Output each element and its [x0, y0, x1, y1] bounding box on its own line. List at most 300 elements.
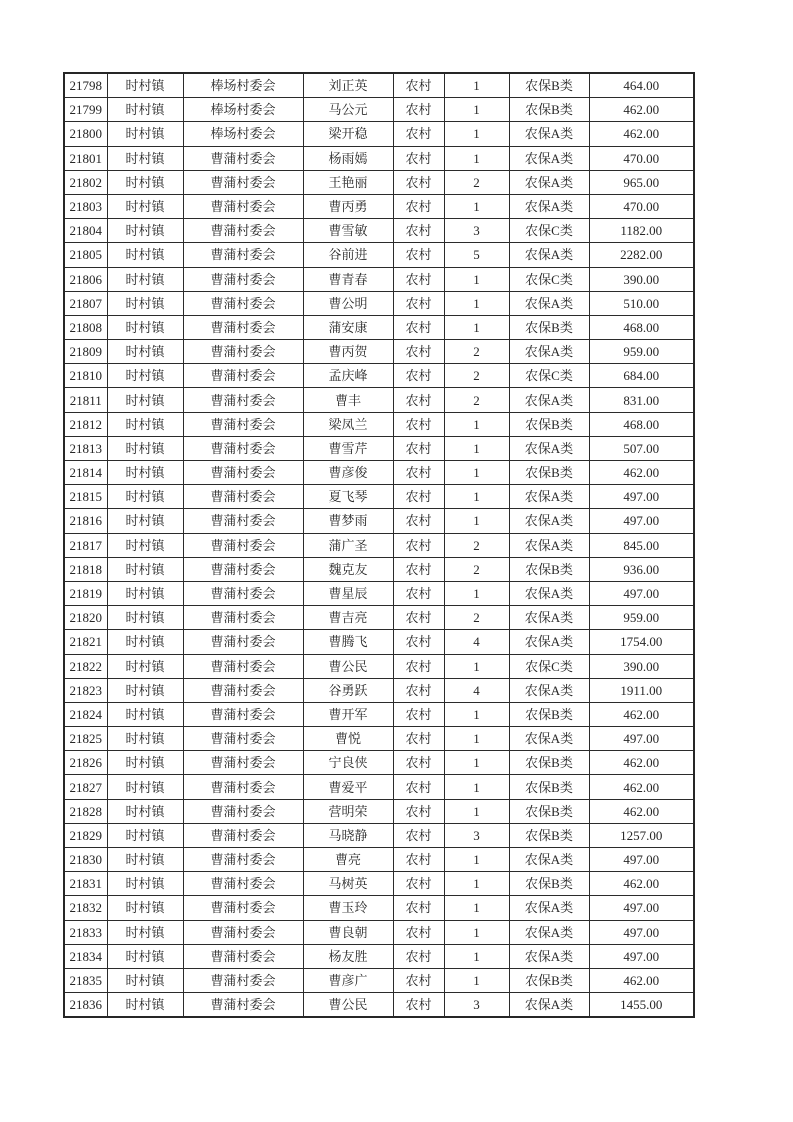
cell-village-committee: 曹蒲村委会: [183, 557, 303, 581]
cell-household-type: 农村: [393, 678, 444, 702]
cell-household-type: 农村: [393, 848, 444, 872]
cell-serial-number: 21805: [64, 243, 107, 267]
cell-household-type: 农村: [393, 799, 444, 823]
cell-person-count: 5: [444, 243, 509, 267]
cell-household-type: 农村: [393, 122, 444, 146]
cell-person-count: 1: [444, 727, 509, 751]
cell-amount: 470.00: [589, 194, 694, 218]
table-row: [64, 436, 694, 460]
cell-person-count: 1: [444, 98, 509, 122]
cell-person-count: 1: [444, 122, 509, 146]
cell-person-name: 曹腾飞: [303, 630, 393, 654]
cell-amount: 497.00: [589, 920, 694, 944]
cell-amount: 965.00: [589, 170, 694, 194]
cell-person-count: 3: [444, 823, 509, 847]
cell-person-name: 夏飞琴: [303, 485, 393, 509]
cell-insurance-category: 农保B类: [509, 702, 589, 726]
cell-village-committee: 曹蒲村委会: [183, 291, 303, 315]
cell-amount: 497.00: [589, 727, 694, 751]
cell-village-committee: 曹蒲村委会: [183, 727, 303, 751]
cell-serial-number: 21800: [64, 122, 107, 146]
cell-household-type: 农村: [393, 968, 444, 992]
table-row: [64, 170, 694, 194]
cell-village-committee: 曹蒲村委会: [183, 340, 303, 364]
cell-town: 时村镇: [107, 848, 183, 872]
cell-person-name: 营明荣: [303, 799, 393, 823]
cell-serial-number: 21810: [64, 364, 107, 388]
cell-person-count: 1: [444, 920, 509, 944]
cell-town: 时村镇: [107, 485, 183, 509]
cell-village-committee: 棒场村委会: [183, 122, 303, 146]
cell-village-committee: 曹蒲村委会: [183, 654, 303, 678]
cell-serial-number: 21811: [64, 388, 107, 412]
cell-insurance-category: 农保A类: [509, 485, 589, 509]
table-row: [64, 412, 694, 436]
table-row: [64, 799, 694, 823]
cell-serial-number: 21799: [64, 98, 107, 122]
cell-household-type: 农村: [393, 436, 444, 460]
cell-village-committee: 曹蒲村委会: [183, 896, 303, 920]
cell-person-name: 曹爱平: [303, 775, 393, 799]
cell-household-type: 农村: [393, 388, 444, 412]
cell-person-name: 曹雪敏: [303, 219, 393, 243]
cell-insurance-category: 农保A类: [509, 170, 589, 194]
cell-household-type: 农村: [393, 533, 444, 557]
cell-town: 时村镇: [107, 509, 183, 533]
table-row: [64, 219, 694, 243]
cell-amount: 959.00: [589, 606, 694, 630]
cell-insurance-category: 农保A类: [509, 993, 589, 1018]
cell-person-count: 2: [444, 606, 509, 630]
cell-town: 时村镇: [107, 340, 183, 364]
cell-person-count: 2: [444, 364, 509, 388]
cell-town: 时村镇: [107, 968, 183, 992]
cell-village-committee: 曹蒲村委会: [183, 315, 303, 339]
cell-town: 时村镇: [107, 412, 183, 436]
cell-person-count: 1: [444, 267, 509, 291]
cell-serial-number: 21813: [64, 436, 107, 460]
insurance-roster-table: [63, 72, 695, 1018]
cell-town: 时村镇: [107, 388, 183, 412]
cell-town: 时村镇: [107, 557, 183, 581]
cell-person-count: 1: [444, 291, 509, 315]
cell-serial-number: 21826: [64, 751, 107, 775]
table-row: [64, 654, 694, 678]
cell-serial-number: 21807: [64, 291, 107, 315]
cell-serial-number: 21808: [64, 315, 107, 339]
cell-person-name: 曹公民: [303, 654, 393, 678]
cell-household-type: 农村: [393, 146, 444, 170]
table-row: [64, 872, 694, 896]
cell-insurance-category: 农保B类: [509, 412, 589, 436]
table-row: [64, 557, 694, 581]
cell-person-name: 王艳丽: [303, 170, 393, 194]
cell-person-name: 梁开稳: [303, 122, 393, 146]
table-row: [64, 291, 694, 315]
cell-serial-number: 21816: [64, 509, 107, 533]
cell-household-type: 农村: [393, 243, 444, 267]
cell-village-committee: 曹蒲村委会: [183, 219, 303, 243]
cell-household-type: 农村: [393, 98, 444, 122]
cell-town: 时村镇: [107, 364, 183, 388]
cell-person-name: 曹丙勇: [303, 194, 393, 218]
cell-serial-number: 21818: [64, 557, 107, 581]
cell-town: 时村镇: [107, 533, 183, 557]
cell-person-name: 杨友胜: [303, 944, 393, 968]
cell-person-name: 蒲安康: [303, 315, 393, 339]
cell-amount: 497.00: [589, 944, 694, 968]
cell-town: 时村镇: [107, 702, 183, 726]
cell-amount: 462.00: [589, 702, 694, 726]
cell-insurance-category: 农保A类: [509, 388, 589, 412]
cell-village-committee: 曹蒲村委会: [183, 364, 303, 388]
cell-household-type: 农村: [393, 751, 444, 775]
cell-serial-number: 21835: [64, 968, 107, 992]
table-row: [64, 509, 694, 533]
cell-village-committee: 曹蒲村委会: [183, 170, 303, 194]
cell-insurance-category: 农保B类: [509, 461, 589, 485]
table-row: [64, 823, 694, 847]
cell-town: 时村镇: [107, 944, 183, 968]
cell-village-committee: 曹蒲村委会: [183, 533, 303, 557]
cell-person-name: 曹雪芹: [303, 436, 393, 460]
cell-household-type: 农村: [393, 702, 444, 726]
cell-serial-number: 21812: [64, 412, 107, 436]
cell-serial-number: 21825: [64, 727, 107, 751]
table-row: [64, 944, 694, 968]
cell-insurance-category: 农保A类: [509, 727, 589, 751]
cell-amount: 462.00: [589, 799, 694, 823]
cell-household-type: 农村: [393, 509, 444, 533]
cell-amount: 462.00: [589, 461, 694, 485]
cell-serial-number: 21803: [64, 194, 107, 218]
cell-serial-number: 21817: [64, 533, 107, 557]
cell-village-committee: 曹蒲村委会: [183, 775, 303, 799]
cell-amount: 470.00: [589, 146, 694, 170]
cell-town: 时村镇: [107, 243, 183, 267]
cell-insurance-category: 农保A类: [509, 533, 589, 557]
cell-amount: 497.00: [589, 509, 694, 533]
cell-town: 时村镇: [107, 219, 183, 243]
cell-person-name: 谷前进: [303, 243, 393, 267]
cell-person-name: 曹亮: [303, 848, 393, 872]
cell-person-count: 1: [444, 751, 509, 775]
table-row: [64, 485, 694, 509]
cell-amount: 1182.00: [589, 219, 694, 243]
cell-amount: 390.00: [589, 654, 694, 678]
cell-amount: 462.00: [589, 122, 694, 146]
cell-person-count: 1: [444, 848, 509, 872]
cell-person-name: 曹星辰: [303, 581, 393, 605]
table-row: [64, 896, 694, 920]
cell-person-count: 1: [444, 944, 509, 968]
cell-town: 时村镇: [107, 436, 183, 460]
cell-village-committee: 曹蒲村委会: [183, 267, 303, 291]
cell-serial-number: 21833: [64, 920, 107, 944]
cell-village-committee: 曹蒲村委会: [183, 388, 303, 412]
cell-serial-number: 21822: [64, 654, 107, 678]
table-row: [64, 194, 694, 218]
cell-amount: 1257.00: [589, 823, 694, 847]
cell-insurance-category: 农保B类: [509, 73, 589, 98]
cell-village-committee: 曹蒲村委会: [183, 461, 303, 485]
table-row: [64, 920, 694, 944]
cell-person-name: 梁凤兰: [303, 412, 393, 436]
cell-person-count: 1: [444, 485, 509, 509]
cell-household-type: 农村: [393, 896, 444, 920]
cell-amount: 510.00: [589, 291, 694, 315]
cell-insurance-category: 农保A类: [509, 920, 589, 944]
cell-serial-number: 21809: [64, 340, 107, 364]
table-row: [64, 243, 694, 267]
cell-household-type: 农村: [393, 170, 444, 194]
cell-village-committee: 曹蒲村委会: [183, 799, 303, 823]
cell-town: 时村镇: [107, 872, 183, 896]
cell-town: 时村镇: [107, 630, 183, 654]
cell-village-committee: 曹蒲村委会: [183, 146, 303, 170]
cell-village-committee: 曹蒲村委会: [183, 606, 303, 630]
cell-village-committee: 曹蒲村委会: [183, 243, 303, 267]
cell-person-name: 曹悦: [303, 727, 393, 751]
cell-village-committee: 曹蒲村委会: [183, 848, 303, 872]
cell-person-name: 杨雨嫣: [303, 146, 393, 170]
cell-village-committee: 曹蒲村委会: [183, 993, 303, 1018]
cell-village-committee: 曹蒲村委会: [183, 702, 303, 726]
cell-amount: 831.00: [589, 388, 694, 412]
cell-town: 时村镇: [107, 993, 183, 1018]
cell-village-committee: 曹蒲村委会: [183, 436, 303, 460]
cell-household-type: 农村: [393, 823, 444, 847]
cell-person-name: 马公元: [303, 98, 393, 122]
cell-person-name: 曹玉玲: [303, 896, 393, 920]
cell-serial-number: 21829: [64, 823, 107, 847]
cell-town: 时村镇: [107, 194, 183, 218]
cell-village-committee: 曹蒲村委会: [183, 412, 303, 436]
table-row: [64, 364, 694, 388]
cell-insurance-category: 农保A类: [509, 848, 589, 872]
cell-person-name: 曹梦雨: [303, 509, 393, 533]
cell-amount: 468.00: [589, 412, 694, 436]
cell-town: 时村镇: [107, 73, 183, 98]
table-row: [64, 702, 694, 726]
cell-person-name: 曹良朝: [303, 920, 393, 944]
cell-household-type: 农村: [393, 219, 444, 243]
cell-insurance-category: 农保B类: [509, 557, 589, 581]
table-row: [64, 968, 694, 992]
cell-insurance-category: 农保A类: [509, 340, 589, 364]
cell-serial-number: 21802: [64, 170, 107, 194]
cell-serial-number: 21804: [64, 219, 107, 243]
cell-person-count: 1: [444, 799, 509, 823]
cell-town: 时村镇: [107, 727, 183, 751]
cell-amount: 390.00: [589, 267, 694, 291]
cell-household-type: 农村: [393, 340, 444, 364]
table-row: [64, 775, 694, 799]
cell-insurance-category: 农保C类: [509, 219, 589, 243]
cell-town: 时村镇: [107, 654, 183, 678]
cell-serial-number: 21814: [64, 461, 107, 485]
cell-serial-number: 21828: [64, 799, 107, 823]
cell-insurance-category: 农保C类: [509, 654, 589, 678]
cell-town: 时村镇: [107, 678, 183, 702]
cell-person-name: 刘正英: [303, 73, 393, 98]
cell-household-type: 农村: [393, 872, 444, 896]
cell-serial-number: 21834: [64, 944, 107, 968]
cell-person-name: 曹彦俊: [303, 461, 393, 485]
cell-household-type: 农村: [393, 267, 444, 291]
cell-insurance-category: 农保A类: [509, 581, 589, 605]
cell-household-type: 农村: [393, 315, 444, 339]
cell-person-count: 1: [444, 968, 509, 992]
cell-household-type: 农村: [393, 364, 444, 388]
table-row: [64, 73, 694, 98]
table-row: [64, 630, 694, 654]
cell-person-count: 1: [444, 73, 509, 98]
cell-village-committee: 曹蒲村委会: [183, 509, 303, 533]
cell-household-type: 农村: [393, 654, 444, 678]
cell-person-count: 1: [444, 436, 509, 460]
cell-person-name: 蒲广圣: [303, 533, 393, 557]
cell-person-count: 2: [444, 170, 509, 194]
cell-person-count: 4: [444, 630, 509, 654]
cell-household-type: 农村: [393, 920, 444, 944]
cell-insurance-category: 农保A类: [509, 194, 589, 218]
cell-person-name: 曹公明: [303, 291, 393, 315]
cell-person-count: 2: [444, 388, 509, 412]
cell-serial-number: 21824: [64, 702, 107, 726]
cell-household-type: 农村: [393, 727, 444, 751]
cell-insurance-category: 农保A类: [509, 606, 589, 630]
table-row: [64, 581, 694, 605]
cell-village-committee: 棒场村委会: [183, 73, 303, 98]
cell-insurance-category: 农保B类: [509, 799, 589, 823]
cell-insurance-category: 农保B类: [509, 98, 589, 122]
cell-town: 时村镇: [107, 146, 183, 170]
cell-amount: 497.00: [589, 485, 694, 509]
table-row: [64, 751, 694, 775]
cell-person-name: 曹丰: [303, 388, 393, 412]
cell-household-type: 农村: [393, 485, 444, 509]
cell-person-name: 曹丙贺: [303, 340, 393, 364]
cell-insurance-category: 农保B类: [509, 823, 589, 847]
cell-person-name: 马晓静: [303, 823, 393, 847]
cell-household-type: 农村: [393, 630, 444, 654]
cell-amount: 462.00: [589, 872, 694, 896]
cell-town: 时村镇: [107, 98, 183, 122]
cell-person-name: 曹开军: [303, 702, 393, 726]
cell-insurance-category: 农保A类: [509, 509, 589, 533]
cell-amount: 497.00: [589, 848, 694, 872]
cell-village-committee: 曹蒲村委会: [183, 872, 303, 896]
cell-insurance-category: 农保A类: [509, 896, 589, 920]
cell-person-count: 1: [444, 581, 509, 605]
cell-insurance-category: 农保B类: [509, 968, 589, 992]
cell-insurance-category: 农保B类: [509, 872, 589, 896]
cell-serial-number: 21819: [64, 581, 107, 605]
cell-amount: 462.00: [589, 775, 694, 799]
cell-insurance-category: 农保C类: [509, 267, 589, 291]
cell-household-type: 农村: [393, 944, 444, 968]
cell-insurance-category: 农保B类: [509, 315, 589, 339]
cell-serial-number: 21830: [64, 848, 107, 872]
cell-amount: 1754.00: [589, 630, 694, 654]
cell-village-committee: 曹蒲村委会: [183, 581, 303, 605]
cell-person-name: 曹吉亮: [303, 606, 393, 630]
cell-insurance-category: 农保A类: [509, 146, 589, 170]
cell-amount: 684.00: [589, 364, 694, 388]
cell-town: 时村镇: [107, 267, 183, 291]
cell-person-count: 2: [444, 533, 509, 557]
cell-amount: 497.00: [589, 581, 694, 605]
cell-town: 时村镇: [107, 581, 183, 605]
cell-serial-number: 21801: [64, 146, 107, 170]
cell-amount: 462.00: [589, 968, 694, 992]
cell-person-count: 1: [444, 775, 509, 799]
cell-household-type: 农村: [393, 194, 444, 218]
cell-amount: 507.00: [589, 436, 694, 460]
cell-town: 时村镇: [107, 920, 183, 944]
cell-person-count: 4: [444, 678, 509, 702]
table-row: [64, 606, 694, 630]
cell-town: 时村镇: [107, 461, 183, 485]
cell-insurance-category: 农保B类: [509, 751, 589, 775]
cell-insurance-category: 农保B类: [509, 775, 589, 799]
roster-table-body: [64, 73, 694, 1017]
cell-person-name: 曹彦广: [303, 968, 393, 992]
cell-town: 时村镇: [107, 291, 183, 315]
cell-serial-number: 21823: [64, 678, 107, 702]
table-row: [64, 122, 694, 146]
cell-amount: 462.00: [589, 98, 694, 122]
cell-serial-number: 21831: [64, 872, 107, 896]
cell-person-count: 3: [444, 993, 509, 1018]
cell-person-count: 2: [444, 557, 509, 581]
cell-insurance-category: 农保A类: [509, 122, 589, 146]
cell-town: 时村镇: [107, 122, 183, 146]
cell-town: 时村镇: [107, 315, 183, 339]
cell-insurance-category: 农保A类: [509, 630, 589, 654]
table-row: [64, 388, 694, 412]
cell-village-committee: 曹蒲村委会: [183, 823, 303, 847]
cell-amount: 936.00: [589, 557, 694, 581]
cell-person-name: 孟庆峰: [303, 364, 393, 388]
cell-person-name: 马树英: [303, 872, 393, 896]
cell-household-type: 农村: [393, 775, 444, 799]
cell-village-committee: 曹蒲村委会: [183, 485, 303, 509]
cell-town: 时村镇: [107, 775, 183, 799]
table-row: [64, 533, 694, 557]
table-row: [64, 461, 694, 485]
cell-amount: 845.00: [589, 533, 694, 557]
table-row: [64, 315, 694, 339]
cell-amount: 468.00: [589, 315, 694, 339]
cell-serial-number: 21832: [64, 896, 107, 920]
cell-amount: 1911.00: [589, 678, 694, 702]
table-row: [64, 678, 694, 702]
cell-household-type: 农村: [393, 606, 444, 630]
cell-village-committee: 曹蒲村委会: [183, 678, 303, 702]
cell-person-name: 曹青春: [303, 267, 393, 291]
cell-person-count: 1: [444, 509, 509, 533]
cell-amount: 2282.00: [589, 243, 694, 267]
cell-village-committee: 曹蒲村委会: [183, 630, 303, 654]
cell-person-count: 1: [444, 702, 509, 726]
cell-person-name: 宁良侠: [303, 751, 393, 775]
cell-person-count: 1: [444, 146, 509, 170]
cell-household-type: 农村: [393, 461, 444, 485]
cell-town: 时村镇: [107, 799, 183, 823]
cell-insurance-category: 农保A类: [509, 291, 589, 315]
